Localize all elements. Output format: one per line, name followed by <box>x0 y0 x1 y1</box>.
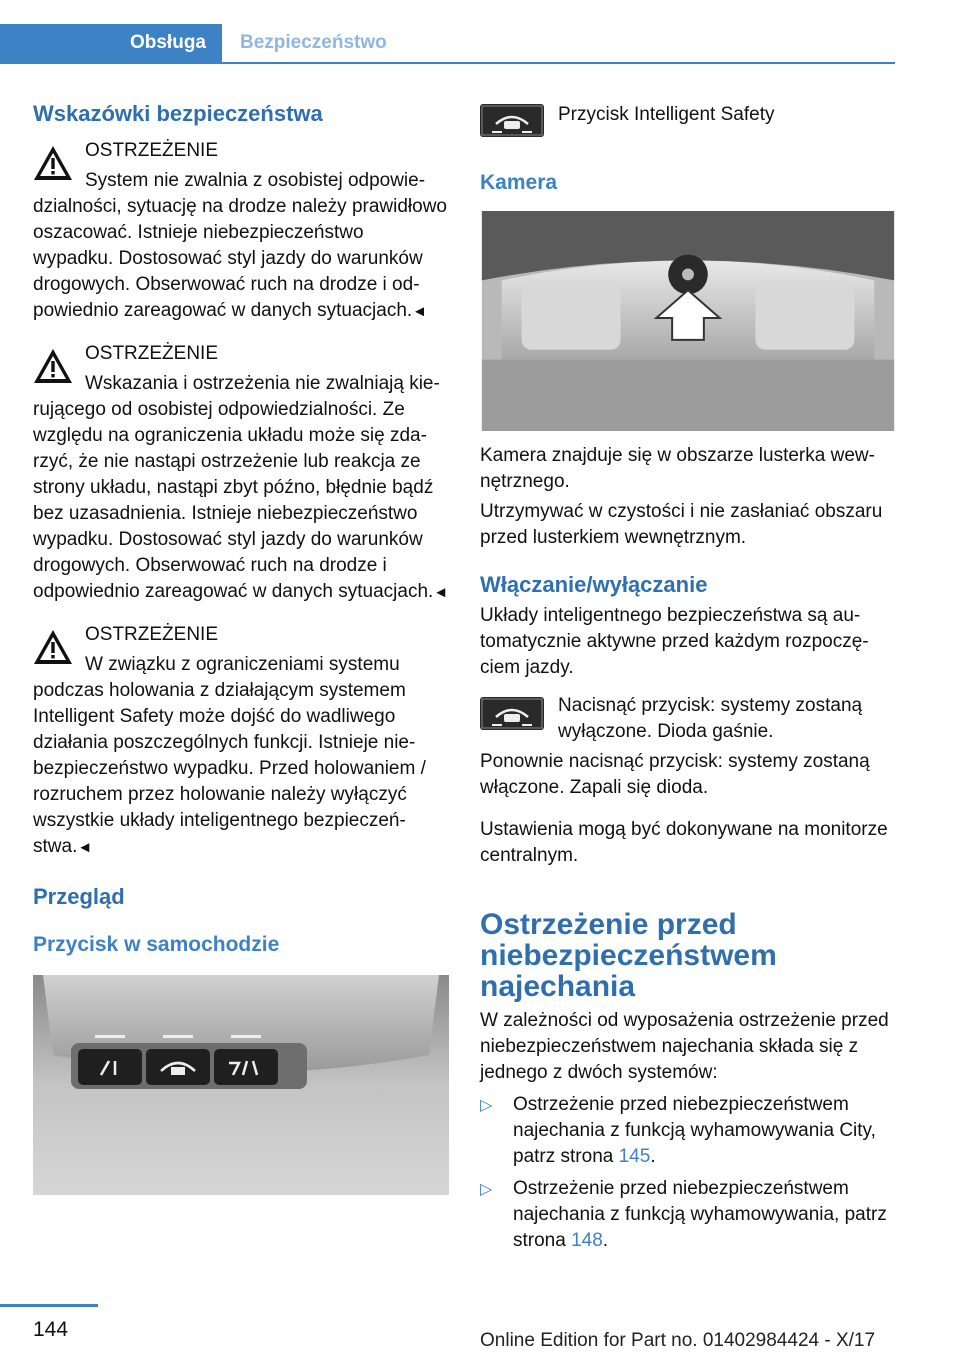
onoff-title: Włączanie/wyłączanie <box>480 572 708 597</box>
intelligent-safety-button-icon <box>480 697 544 730</box>
warning-text: Wskazania i ostrzeżenia nie zwalniają kierującego od osobistej odpowiedzialności. Ze względu na ograniczenia układu może się zdarzyć, że nie nastąpi ostrzeżenie lub reakcja ze strony układu, nastąpi zbyt późno, błędnie bądź bez uzasadnienia. Istnieje niebezpieczeństwo wypadku. Dostosować styl jazdy do warunków drogowych. Obserwować ruch na drodze i odpowiednio zareagować w danych sytuacjach. <box>33 373 440 602</box>
camera-title: Kamera <box>480 171 558 194</box>
warning-label: OSTRZEŻENIE <box>85 624 219 645</box>
end-mark: ◄ <box>77 839 93 856</box>
collision-text: W zależności od wyposażenia ostrzeżenie przed niebezpieczeństwem najechania składa się z jednego z dwóch systemów: <box>480 1010 889 1083</box>
right-column <box>480 100 896 1254</box>
onoff-button-row <box>480 693 896 745</box>
end-mark: ◄ <box>412 303 428 320</box>
warning-2 <box>33 341 449 606</box>
safety-title: Wskazówki bezpieczeństwa <box>33 101 323 126</box>
camera-text-1: Kamera znajduje się w obszarze lusterka wewnętrznego. <box>480 445 875 492</box>
warning-label: OSTRZEŻENIE <box>85 140 219 161</box>
intelligent-safety-button-row <box>480 100 896 141</box>
onoff-text-3: Ustawienia mogą być dokonywane na monitorze centralnym. <box>480 819 888 866</box>
warning-triangle-icon <box>33 144 73 182</box>
list-marker-icon: ▷ <box>480 1181 493 1198</box>
warning-1 <box>33 138 449 325</box>
page-link-145[interactable]: 145 <box>618 1146 651 1167</box>
edition-note: Online Edition for Part no. 01402984424 - X/17 <box>480 1330 876 1351</box>
warning-3 <box>33 622 449 861</box>
onoff-button-text: Nacisnąć przycisk: systemy zostaną wyłączone. Dioda gaśnie. <box>558 695 863 742</box>
camera-text-2: Utrzymywać w czystości i nie zasłaniać obszaru przed lusterkiem wewnętrznym. <box>480 501 883 548</box>
warning-triangle-icon <box>33 628 73 666</box>
onoff-text-1: Układy inteligentnego bezpieczeństwa są automatycznie aktywne przed każdym rozpoczęciem jazdy. <box>480 605 869 678</box>
left-column <box>33 100 449 1195</box>
camera-photo <box>480 211 896 431</box>
onoff-text-2: Ponownie nacisnąć przycisk: systemy zostaną włączone. Zapali się dioda. <box>480 751 870 798</box>
list-item: ▷ Ostrzeżenie przed niebezpieczeństwem najechania z funkcją wyhamowywania, patrz strona 148. <box>480 1178 887 1251</box>
collision-title: Ostrzeżenie przed niebezpieczeństwem najechania <box>480 908 777 1003</box>
intelligent-safety-button-icon <box>480 104 544 137</box>
tab-bezpieczenstwo[interactable]: Bezpieczeństwo <box>240 32 387 53</box>
button-section-title: Przycisk w samochodzie <box>33 933 280 956</box>
page-number: 144 <box>33 1318 69 1341</box>
console-buttons-photo <box>33 975 449 1195</box>
warning-text: W związku z ograniczeniami systemu podczas holowania z działającym systemem Intelligent Safety może dojść do wadliwego działania poszczególnych funkcji. Istnieje niebezpieczeństwo wypadku. Przed holowaniem / rozruchem przez holowanie należy wyłączyć wszystkie układy inteligentnego bezpieczeństwa. <box>33 654 426 857</box>
button-caption: Przycisk Intelligent Safety <box>558 104 775 125</box>
header-tabs <box>0 24 895 64</box>
warning-label: OSTRZEŻENIE <box>85 343 219 364</box>
list-item: ▷ Ostrzeżenie przed niebezpieczeństwem najechania z funkcją wyhamowywania City, patrz strona 145. <box>480 1094 876 1167</box>
end-mark: ◄ <box>433 584 449 601</box>
warning-triangle-icon <box>33 347 73 385</box>
tab-obsluga[interactable]: Obsługa <box>0 24 222 62</box>
collision-systems-list <box>480 1092 896 1254</box>
overview-title: Przegląd <box>33 884 125 909</box>
list-marker-icon: ▷ <box>480 1097 493 1114</box>
page-link-148[interactable]: 148 <box>571 1230 603 1251</box>
warning-text: System nie zwalnia z osobistej odpowiedzialności, sytuację na drodze należy prawidłowo oszacować. Istnieje niebezpieczeństwo wypadku. Dostosować styl jazdy do warunków drogowych. Obserwować ruch na drodze i odpowiednio zareagować w danych sytuacjach. <box>33 170 448 321</box>
footer-line <box>0 1304 98 1307</box>
